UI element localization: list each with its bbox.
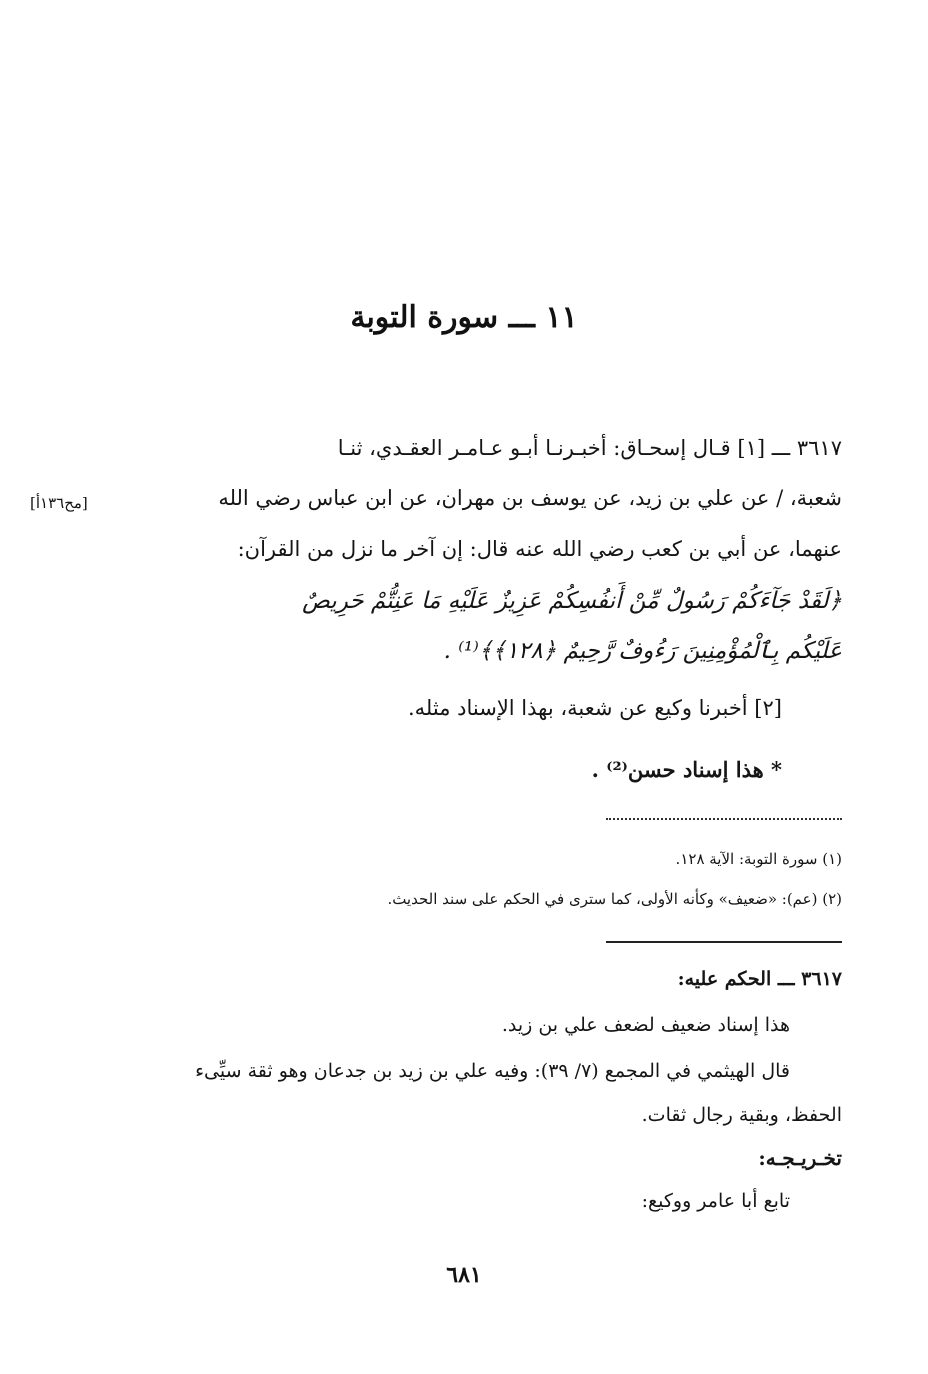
hadith-line-3: عنهما، عن أبي بن كعب رضي الله عنه قال: إن آخر ما نزل من القرآن: — [237, 537, 842, 561]
ruling-line-1: هذا إسناد ضعيف لضعف علي بن زيد. — [501, 1014, 790, 1036]
hadith-line-2: شعبة، / عن علي بن زيد، عن يوسف بن مهران، عن ابن عباس رضي الله — [218, 486, 842, 510]
ruling-line-2: قال الهيثمي في المجمع (٧/ ٣٩): وفيه علي بن زيد بن جدعان وهو ثقة سيِّىء — [195, 1060, 790, 1082]
footnote-2: (٢) (عم): «ضعيف» وكأنه الأولى، كما سترى في الحكم على سند الحديث. — [387, 890, 842, 908]
isnad-grading: * هذا إسناد حسن⁽²⁾ . — [591, 757, 782, 782]
hadith-line-1: ٣٦١٧ ـــ [١] قـال إسحـاق: أخبـرنـا أبـو عـامـر العقـدي، ثنـا — [337, 436, 842, 460]
page-number: ٦٨١ — [446, 1262, 482, 1288]
surah-title: ١١ ـــ سورة التوبة — [350, 300, 578, 335]
takhrij-line-1: تابع أبا عامر ووكيع: — [641, 1190, 790, 1212]
footnote-separator — [606, 818, 842, 820]
quran-verse-line-2: عَلَيْكُم بِٱلْمُؤْمِنِينَ رَءُوفٌ رَّحِيمٌ ﴿١٢٨﴾﴾⁽¹⁾ . — [443, 638, 842, 664]
quran-verse-line-1: ﴿لَقَدْ جَآءَكُمْ رَسُولٌ مِّنْ أَنفُسِكُمْ عَزِيزٌ عَلَيْهِ مَا عَنِتُّمْ حَرِيصٌ — [302, 588, 842, 614]
ruling-heading: ٣٦١٧ ـــ الحكم عليه: — [677, 968, 842, 990]
takhrij-heading: تخـريـجـه: — [758, 1146, 842, 1170]
second-narration: [٢] أخبرنا وكيع عن شعبة، بهذا الإسناد مثله. — [407, 696, 782, 720]
commentary-separator — [606, 941, 842, 943]
ruling-line-3: الحفظ، وبقية رجال ثقات. — [641, 1104, 842, 1126]
footnote-1: (١) سورة التوبة: الآية ١٢٨. — [675, 850, 842, 868]
margin-reference: [مح١٣٦أ] — [30, 494, 88, 512]
